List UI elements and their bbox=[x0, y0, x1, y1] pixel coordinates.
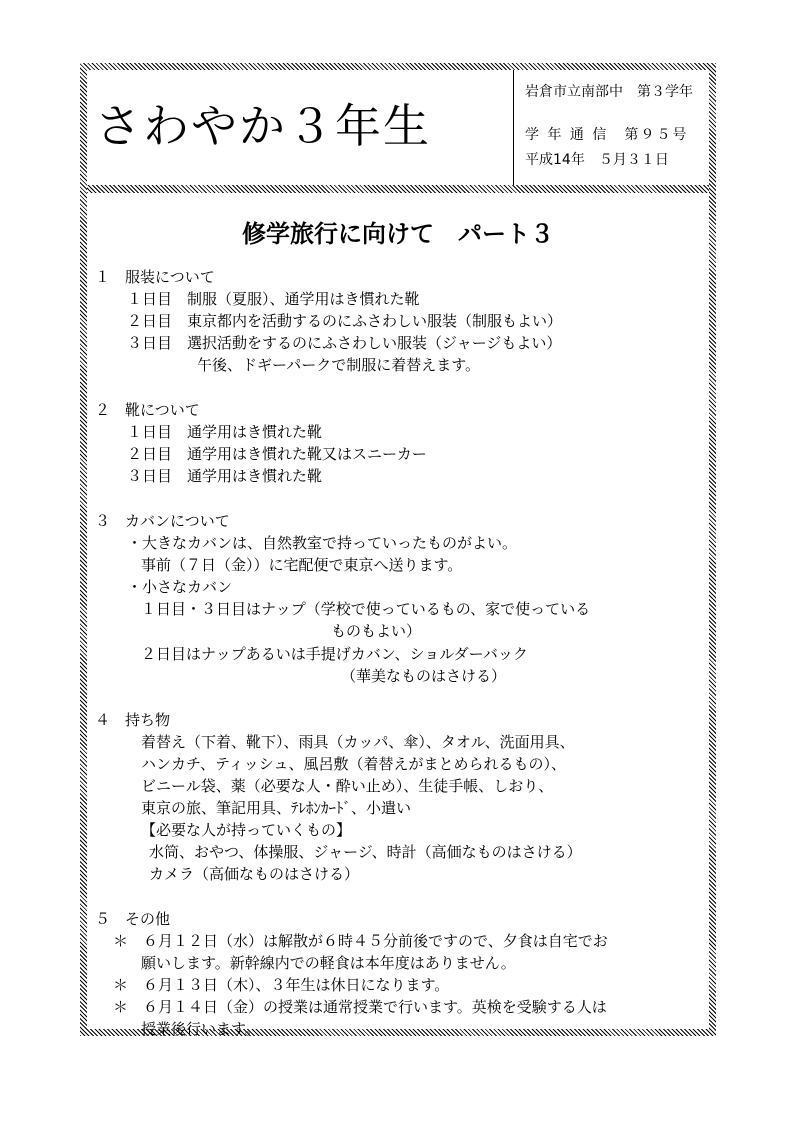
section-heading-shoes: ２ 靴について bbox=[95, 401, 200, 419]
list-item: ３日目 選択活動をするのにふさわしい服装（ジャージもよい） bbox=[127, 334, 562, 352]
issue-info bbox=[517, 70, 709, 185]
list-item: ＊ ６月１４日（金）の授業は通常授業で行います。英検を受験する人は bbox=[113, 998, 607, 1016]
newsletter-body bbox=[87, 70, 709, 1038]
section-heading-belongings: ４ 持ち物 bbox=[95, 711, 171, 729]
title-box bbox=[87, 70, 514, 185]
newsletter-frame bbox=[80, 63, 716, 1036]
list-item: ＊ ６月１３日（木）、３年生は休日になります。 bbox=[113, 976, 450, 994]
article-headline: 修学旅行に向けて パート３ bbox=[242, 220, 554, 248]
article bbox=[87, 193, 709, 1038]
list-item: 着替え（下着、靴下）、雨具（カッパ、傘）、タオル、洗面用具、 bbox=[141, 733, 575, 751]
list-item: （華美なものはさける） bbox=[341, 667, 507, 685]
newsletter-title: さわやか３年生 bbox=[95, 99, 431, 153]
list-item: １日目 制服（夏服）、通学用はき慣れた靴 bbox=[127, 290, 420, 308]
list-item: ２日目 通学用はき慣れた靴又はスニーカー bbox=[127, 445, 427, 463]
issue-date: 平成14年 ５月３１日 bbox=[525, 152, 669, 168]
list-item: カメラ（高価なものはさける） bbox=[149, 865, 360, 883]
issue-number: 学 年 通 信 第９５号 bbox=[525, 127, 689, 143]
list-item: 事前（７日（金））に宅配便で東京へ送ります。 bbox=[141, 556, 463, 574]
list-item: ２日目 東京都内を活動するのにふさわしい服装（制服もよい） bbox=[127, 312, 563, 330]
list-item: 願いします。新幹線内での軽食は本年度はありません。 bbox=[141, 954, 516, 972]
list-item: ・小さなカバン bbox=[127, 578, 233, 596]
subheading-optional-items: 【必要な人が持っていくもの】 bbox=[141, 821, 352, 839]
section-heading-clothing: １ 服装について bbox=[95, 268, 215, 286]
list-item: ・大きなカバンは、自然教室で持っていったものがよい。 bbox=[127, 534, 518, 552]
list-item: ビニール袋、薬（必要な人・酔い止め）、生徒手帳、しおり、 bbox=[141, 777, 554, 795]
school-name: 岩倉市立南部中 第３学年 bbox=[525, 84, 693, 100]
list-item: 水筒、おやつ、体操服、ジャージ、時計（高価なものはさける） bbox=[149, 843, 582, 861]
list-item: ハンカチ、ティッシュ、風呂敷（着替えがまとめられるもの）、 bbox=[141, 755, 566, 773]
list-item: ものもよい） bbox=[331, 622, 422, 640]
list-item: 午後、ドギーパークで制服に着替えます。 bbox=[197, 356, 481, 374]
list-item: ３日目 通学用はき慣れた靴 bbox=[127, 467, 323, 485]
section-heading-bags: ３ カバンについて bbox=[95, 512, 230, 530]
list-item: １日目・３日目はナップ（学校で使っているもの、家で使っている bbox=[141, 600, 591, 618]
section-heading-other: ５ その他 bbox=[95, 910, 171, 928]
list-item: ＊ ６月１２日（水）は解散が６時４５分前後ですので、夕食は自宅でお bbox=[113, 932, 608, 950]
header-divider bbox=[87, 185, 709, 193]
list-item: 東京の旅、筆記用具、ﾃﾚﾎﾝｶｰﾄﾞ、小遣い bbox=[141, 799, 412, 817]
list-item: ２日目はナップあるいは手提げカバン、ショルダーバック bbox=[141, 645, 528, 663]
header bbox=[87, 70, 709, 185]
list-item: 授業後行います。 bbox=[141, 1020, 260, 1038]
list-item: １日目 通学用はき慣れた靴 bbox=[127, 423, 323, 441]
